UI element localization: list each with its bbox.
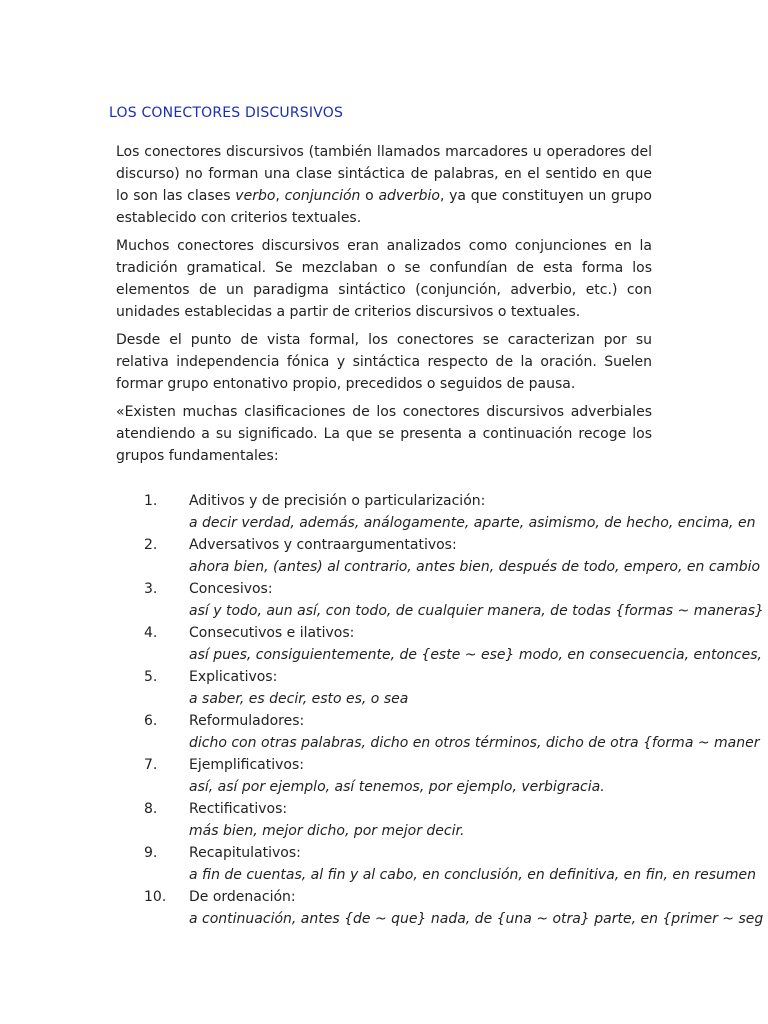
list-item — [0, 622, 768, 666]
list-item — [0, 490, 768, 534]
list-item-examples: a continuación, antes {de ~ que} nada, de {una ~ otra} parte, en {primer ~ seg — [189, 911, 764, 927]
list-item-heading: Reformuladores: — [189, 713, 305, 729]
list-number: 5. — [144, 669, 158, 685]
list-item-heading: Recapitulativos: — [189, 845, 301, 861]
paragraph-1-text-e: o — [360, 188, 379, 204]
paragraph-1-text-g: , ya que constituyen un grupo establecido con criterios textuales. — [116, 188, 652, 226]
paragraph-1 — [116, 141, 652, 229]
list-item-heading: De ordenación: — [189, 889, 296, 905]
list-item — [0, 842, 768, 886]
paragraph-1-text-a: Los conectores discursivos (también llamados marcadores u operadores del discurso) no forman una clase sintáctica de palabras, en el sentido en que lo son las clases — [116, 144, 652, 204]
list-item-examples: así y todo, aun así, con todo, de cualquier manera, de todas {formas ~ maneras} — [189, 603, 764, 619]
paragraph-4: «Existen muchas clasificaciones de los conectores discursivos adverbiales atendiendo a su significado. La que se presenta a continuación recoge los grupos fundamentales: — [116, 404, 652, 464]
term-conjuncion: conjunción — [284, 188, 361, 204]
list-number: 2. — [144, 537, 158, 553]
list-number: 1. — [144, 493, 158, 509]
list-item-heading: Rectificativos: — [189, 801, 288, 817]
term-adverbio: adverbio — [378, 188, 440, 204]
list-item-examples: dicho con otras palabras, dicho en otros términos, dicho de otra {forma ~ maner — [189, 735, 760, 751]
list-item-examples: a saber, es decir, esto es, o sea — [189, 691, 409, 707]
list-item-heading: Explicativos: — [189, 669, 278, 685]
list-item — [0, 886, 768, 930]
list-item-heading: Concesivos: — [189, 581, 273, 597]
list-item-examples: ahora bien, (antes) al contrario, antes bien, después de todo, empero, en cambio — [189, 559, 761, 575]
list-number: 7. — [144, 757, 158, 773]
list-item — [0, 754, 768, 798]
list-item-examples: a decir verdad, además, análogamente, aparte, asimismo, de hecho, encima, en — [189, 515, 756, 531]
list-item-examples: así pues, consiguientemente, de {este ~ ese} modo, en consecuencia, entonces, — [189, 647, 762, 663]
paragraph-2: Muchos conectores discursivos eran analizados como conjunciones en la tradición gramatical. Se mezclaban o se confundían de esta forma los elementos de un paradigma sintáctico (conjunción, adverbio, etc.) con unidades establecidas a partir de criterios discursivos o textuales. — [116, 238, 652, 320]
list-number: 6. — [144, 713, 158, 729]
list-number: 8. — [144, 801, 158, 817]
list-number: 10. — [144, 889, 167, 905]
connector-list — [0, 490, 768, 930]
list-item-heading: Aditivos y de precisión o particularización: — [189, 493, 486, 509]
paragraph-3: Desde el punto de vista formal, los conectores se caracterizan por su relativa independencia fónica y sintáctica respecto de la oración. Suelen formar grupo entonativo propio, precedidos o seguidos de pausa. — [116, 332, 652, 392]
list-item — [0, 534, 768, 578]
list-item-heading: Consecutivos e ilativos: — [189, 625, 355, 641]
document-title: LOS CONECTORES DISCURSIVOS — [109, 105, 344, 121]
body-text — [116, 141, 652, 473]
list-item — [0, 798, 768, 842]
list-item-heading: Ejemplificativos: — [189, 757, 304, 773]
list-item-examples: más bien, mejor dicho, por mejor decir. — [189, 823, 465, 839]
list-number: 3. — [144, 581, 158, 597]
list-item-heading: Adversativos y contraargumentativos: — [189, 537, 457, 553]
list-number: 9. — [144, 845, 158, 861]
list-item — [0, 578, 768, 622]
list-item — [0, 710, 768, 754]
list-item — [0, 666, 768, 710]
paragraph-1-text-c: , — [275, 188, 285, 204]
list-item-examples: a fin de cuentas, al fin y al cabo, en conclusión, en definitiva, en fin, en resumen — [189, 867, 757, 883]
term-verbo: verbo — [235, 188, 276, 204]
list-item-examples: así, así por ejemplo, así tenemos, por ejemplo, verbigracia. — [189, 779, 605, 795]
list-number: 4. — [144, 625, 158, 641]
